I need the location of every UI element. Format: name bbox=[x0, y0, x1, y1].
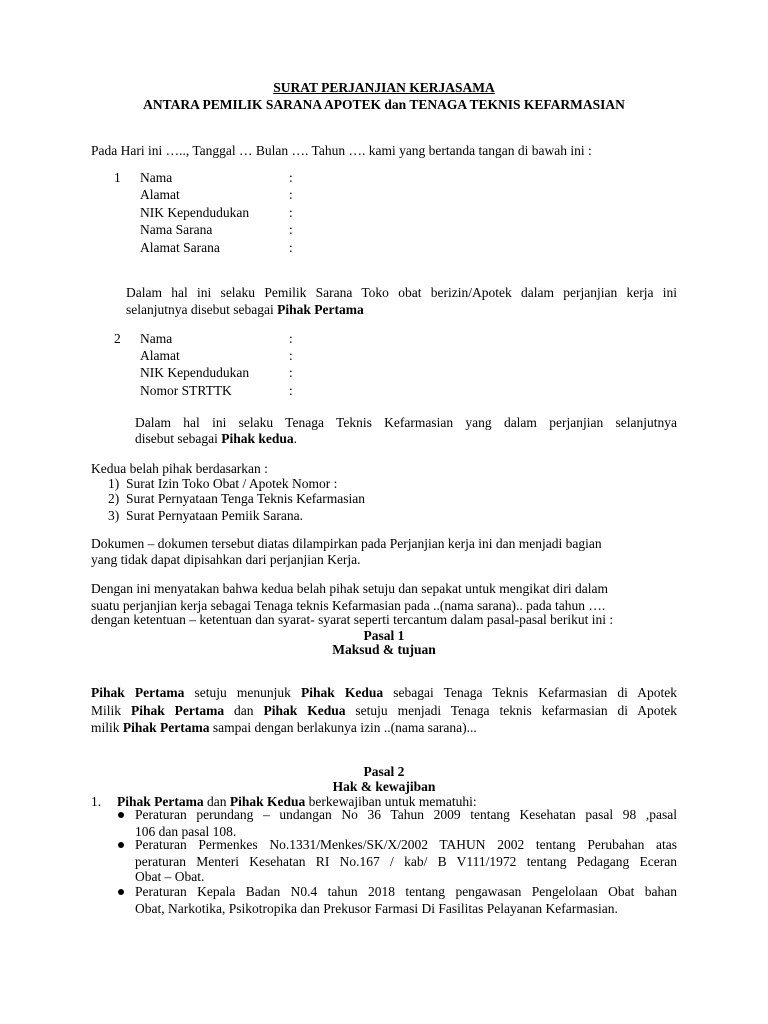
regulation-1-line2: 106 dan pasal 108. bbox=[135, 824, 237, 839]
party2-number: 2 bbox=[114, 331, 121, 346]
party1-field-nik: NIK Kependudukan bbox=[140, 205, 250, 220]
party1-colon: : bbox=[289, 187, 293, 202]
regulation-3-line2: Obat, Narkotika, Psikotropika dan Prekusor Farmasi Di Fasilitas Pelayanan Kefarmasian. bbox=[135, 901, 618, 916]
party2-description-line2 bbox=[135, 430, 297, 447]
documents-line1: Dokumen – dokumen tersebut diatas dilampirkan pada Perjanjian kerja ini dan menjadi bagian bbox=[91, 536, 602, 551]
opening-statement: Pada Hari ini ….., Tanggal … Bulan …. Tahun …. kami yang bertanda tangan di bawah ini : bbox=[91, 143, 592, 158]
pasal2-item-number: 1. bbox=[91, 794, 102, 809]
bullet-icon bbox=[118, 812, 124, 818]
party1-colon: : bbox=[289, 205, 293, 220]
party2-field-nik: NIK Kependudukan bbox=[140, 365, 250, 380]
pasal2-text: berkewajiban untuk mematuhi: bbox=[305, 794, 477, 809]
party1-desc-text: selanjutnya disebut sebagai bbox=[126, 302, 278, 317]
document-subtitle: ANTARA PEMILIK SARANA APOTEK dan TENAGA TEKNIS KEFARMASIAN bbox=[143, 97, 625, 112]
pasal1-heading: Pasal 1 bbox=[363, 628, 405, 643]
pasal1-text: setuju menjadi Tenaga teknis kefarmasian di Apotek bbox=[345, 703, 677, 718]
party2-colon: : bbox=[289, 383, 293, 398]
party1-colon: : bbox=[289, 240, 293, 255]
party2-colon: : bbox=[289, 365, 293, 380]
pasal2-subheading: Hak & kewajiban bbox=[332, 779, 436, 794]
document-title: SURAT PERJANJIAN KERJASAMA bbox=[273, 80, 495, 95]
pasal1-line2 bbox=[91, 702, 677, 719]
party2-colon: : bbox=[289, 331, 293, 346]
pasal1-line1 bbox=[91, 684, 677, 701]
pasal1-party-first: Pihak Pertama bbox=[122, 720, 210, 735]
party1-colon: : bbox=[289, 170, 293, 185]
bullet-icon bbox=[118, 889, 124, 895]
agreement-line1: Dengan ini menyatakan bahwa kedua belah pihak setuju dan sepakat untuk mengikat diri dalam bbox=[91, 581, 608, 596]
pasal1-text: Milik bbox=[91, 703, 131, 718]
party2-role-label: Pihak kedua bbox=[221, 431, 294, 446]
pasal2-text: dan bbox=[203, 794, 230, 809]
party1-field-facility-name: Nama Sarana bbox=[140, 222, 213, 237]
party2-description-line1: Dalam hal ini selaku Tenaga Teknis Kefarmasian yang dalam perjanjian selanjutnya bbox=[135, 415, 677, 430]
party2-desc-text: disebut sebagai bbox=[135, 431, 222, 446]
pasal1-subheading: Maksud & tujuan bbox=[332, 642, 436, 657]
basis-item-text: Surat Pernyataan Pemiik Sarana. bbox=[126, 508, 303, 523]
regulation-2-line1: Peraturan Permenkes No.1331/Menkes/SK/X/2002 TAHUN 2002 tentang Perubahan atas bbox=[135, 837, 677, 852]
pasal1-text: dan bbox=[224, 703, 264, 718]
party1-colon: : bbox=[289, 222, 293, 237]
basis-item-number: 1) bbox=[108, 476, 120, 491]
party2-field-address: Alamat bbox=[140, 348, 180, 363]
regulation-1-line1: Peraturan perundang – undangan No 36 Tahun 2009 tentang Kesehatan pasal 98 ,pasal bbox=[135, 807, 677, 822]
party2-field-name: Nama bbox=[140, 331, 173, 346]
basis-item-number: 2) bbox=[108, 491, 120, 506]
regulation-2-line2: peraturan Menteri Kesehatan RI No.167 / kab/ B V111/1972 tentang Pedagang Eceran bbox=[135, 854, 677, 869]
basis-item-text: Surat Pernyataan Tenga Teknis Kefarmasian bbox=[126, 491, 366, 506]
party1-description-line1: Dalam hal ini selaku Pemilik Sarana Toko obat berizin/Apotek dalam perjanjian kerja ini bbox=[126, 285, 677, 300]
bullet-icon bbox=[118, 842, 124, 848]
agreement-line2: suatu perjanjian kerja sebagai Tenaga teknis Kefarmasian pada ..(nama sarana).. pada tahun …. bbox=[91, 598, 606, 613]
pasal1-text: setuju menunjuk bbox=[184, 685, 302, 700]
party2-field-strttk: Nomor STRTTK bbox=[140, 383, 232, 398]
pasal1-party-first: Pihak Pertama bbox=[130, 703, 225, 718]
party2-colon: : bbox=[289, 348, 293, 363]
basis-item-text: Surat Izin Toko Obat / Apotek Nomor : bbox=[126, 476, 338, 491]
party1-field-name: Nama bbox=[140, 170, 173, 185]
pasal1-party-first: Pihak Pertama bbox=[91, 685, 185, 700]
party1-field-facility-address: Alamat Sarana bbox=[140, 240, 220, 255]
basis-item-number: 3) bbox=[108, 508, 120, 523]
regulation-2-line3: Obat – Obat. bbox=[135, 869, 205, 884]
party1-field-address: Alamat bbox=[140, 187, 180, 202]
pasal1-line3 bbox=[91, 719, 477, 736]
pasal1-text: sampai dengan berlakunya izin ..(nama sarana)... bbox=[209, 720, 477, 735]
pasal1-text: milik bbox=[91, 720, 123, 735]
pasal1-party-second: Pihak Kedua bbox=[263, 703, 346, 718]
pasal2-party-second: Pihak Kedua bbox=[229, 794, 306, 809]
pasal1-text: sebagai Tenaga Teknis Kefarmasian di Apotek bbox=[383, 685, 677, 700]
agreement-line3: dengan ketentuan – ketentuan dan syarat- syarat seperti tercantum dalam pasal-pasal berikut ini : bbox=[91, 612, 614, 627]
regulation-3-line1: Peraturan Kepala Badan N0.4 tahun 2018 tentang pengawasan Pengelolaan Obat bahan bbox=[135, 884, 677, 899]
party2-desc-end: . bbox=[293, 431, 298, 446]
documents-line2: yang tidak dapat dipisahkan dari perjanjian Kerja. bbox=[91, 552, 361, 567]
party1-role-label: Pihak Pertama bbox=[277, 302, 364, 317]
basis-intro: Kedua belah pihak berdasarkan : bbox=[91, 461, 268, 476]
pasal1-party-second: Pihak Kedua bbox=[301, 685, 384, 700]
pasal2-heading: Pasal 2 bbox=[363, 764, 405, 779]
party1-number: 1 bbox=[114, 170, 121, 185]
party1-description-line2 bbox=[126, 301, 364, 318]
pasal2-party-first: Pihak Pertama bbox=[117, 794, 204, 809]
